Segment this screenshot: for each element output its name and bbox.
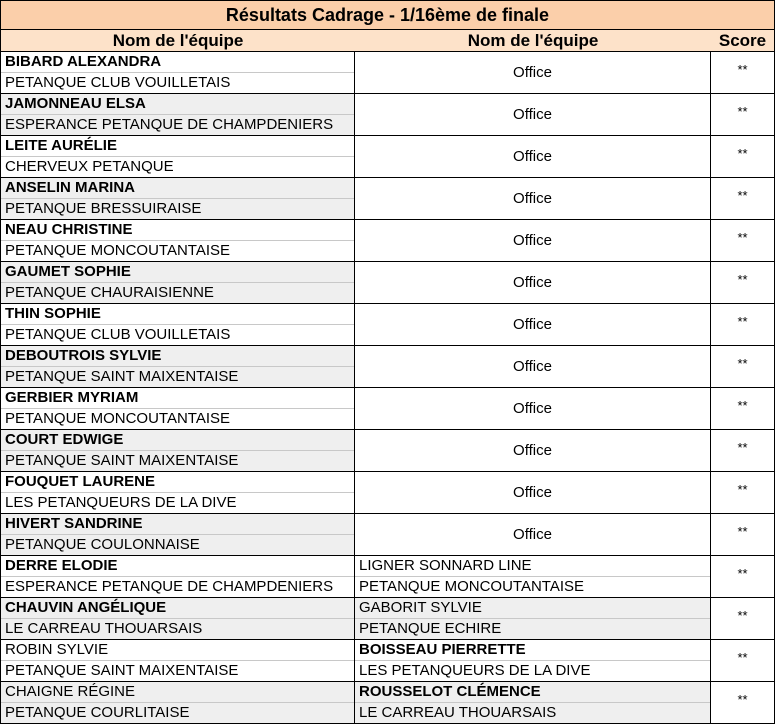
match-row: [0, 94, 775, 136]
team1-cell: [0, 304, 355, 345]
team1-cell: [0, 94, 355, 135]
header-team1: Nom de l'équipe: [0, 30, 355, 52]
match-row: [0, 430, 775, 472]
team2-cell: [355, 304, 711, 345]
score-cell: **: [711, 430, 775, 471]
match-row: [0, 262, 775, 304]
score-cell: **: [711, 388, 775, 429]
team1-player-name: NEAU CHRISTINE: [1, 220, 354, 241]
team1-club-name: PETANQUE BRESSUIRAISE: [5, 200, 202, 217]
team1-player-name: DERRE ELODIE: [1, 556, 354, 577]
team2-cell: [355, 136, 711, 177]
team1-player-name: CHAUVIN ANGÉLIQUE: [1, 598, 354, 619]
team1-cell: [0, 472, 355, 513]
team2-cell: [355, 682, 711, 723]
team1-player-name: JAMONNEAU ELSA: [1, 94, 354, 115]
team1-club-name: PETANQUE COULONNAISE: [5, 536, 200, 553]
team1-cell: [0, 262, 355, 303]
team2-cell: [355, 178, 711, 219]
team2-office: Office: [355, 94, 710, 135]
score-cell: **: [711, 598, 775, 639]
team1-player-name: HIVERT SANDRINE: [1, 514, 354, 535]
match-row: [0, 514, 775, 556]
team2-cell: [355, 514, 711, 555]
team1-club-name: LE CARREAU THOUARSAIS: [5, 620, 203, 637]
score-cell: **: [711, 640, 775, 681]
team1-club-name: PETANQUE MONCOUTANTAISE: [5, 410, 231, 427]
team1-cell: [0, 52, 355, 93]
team2-office: Office: [355, 430, 710, 471]
team1-club-name: PETANQUE MONCOUTANTAISE: [5, 242, 231, 259]
team1-club-name: PETANQUE CLUB VOUILLETAIS: [5, 74, 231, 91]
team2-office: Office: [355, 220, 710, 261]
score-cell: **: [711, 682, 775, 723]
score-cell: **: [711, 94, 775, 135]
team1-club-name: PETANQUE SAINT MAIXENTAISE: [5, 452, 239, 469]
team1-player-name: CHAIGNE RÉGINE: [1, 682, 354, 703]
team2-player-name: ROUSSELOT CLÉMENCE: [355, 682, 710, 703]
team2-club-name: LES PETANQUEURS DE LA DIVE: [359, 662, 591, 679]
team1-player-name: BIBARD ALEXANDRA: [1, 52, 354, 73]
team1-cell: [0, 220, 355, 261]
team2-cell: [355, 556, 711, 597]
team1-cell: [0, 346, 355, 387]
team1-player-name: THIN SOPHIE: [1, 304, 354, 325]
match-row: [0, 178, 775, 220]
score-cell: **: [711, 220, 775, 261]
team2-club-name: LE CARREAU THOUARSAIS: [359, 704, 557, 721]
team2-cell: [355, 52, 711, 93]
score-cell: **: [711, 472, 775, 513]
team2-cell: [355, 262, 711, 303]
team1-club-name: PETANQUE CHAURAISIENNE: [5, 284, 214, 301]
team2-office: Office: [355, 346, 710, 387]
team2-cell: [355, 472, 711, 513]
team2-office: Office: [355, 304, 710, 345]
team1-club-name: CHERVEUX PETANQUE: [5, 158, 174, 175]
score-cell: **: [711, 178, 775, 219]
header-score: Score: [711, 30, 775, 52]
team2-office: Office: [355, 178, 710, 219]
results-table: [0, 52, 775, 724]
match-row: [0, 346, 775, 388]
team1-club-name: PETANQUE COURLITAISE: [5, 704, 190, 721]
team1-player-name: ANSELIN MARINA: [1, 178, 354, 199]
team1-cell: [0, 682, 355, 723]
team1-cell: [0, 430, 355, 471]
match-row: [0, 598, 775, 640]
team2-club-name: PETANQUE ECHIRE: [359, 620, 502, 637]
match-row: [0, 640, 775, 682]
team1-cell: [0, 136, 355, 177]
team2-club-name: PETANQUE MONCOUTANTAISE: [359, 578, 585, 595]
team1-cell: [0, 556, 355, 597]
team2-player-name: BOISSEAU PIERRETTE: [355, 640, 710, 661]
team2-player-name: GABORIT SYLVIE: [355, 598, 710, 619]
team1-club-name: PETANQUE CLUB VOUILLETAIS: [5, 326, 231, 343]
team1-cell: [0, 514, 355, 555]
team1-club-name: PETANQUE SAINT MAIXENTAISE: [5, 368, 239, 385]
team2-cell: [355, 640, 711, 681]
match-row: [0, 388, 775, 430]
team2-cell: [355, 598, 711, 639]
match-row: [0, 136, 775, 178]
match-row: [0, 52, 775, 94]
score-cell: **: [711, 262, 775, 303]
score-cell: **: [711, 346, 775, 387]
match-row: [0, 220, 775, 262]
team1-player-name: FOUQUET LAURENE: [1, 472, 354, 493]
score-cell: **: [711, 52, 775, 93]
match-row: [0, 556, 775, 598]
team2-office: Office: [355, 262, 710, 303]
score-cell: **: [711, 514, 775, 555]
team1-player-name: DEBOUTROIS SYLVIE: [1, 346, 354, 367]
team1-club-name: ESPERANCE PETANQUE DE CHAMPDENIERS: [5, 578, 334, 595]
team2-office: Office: [355, 388, 710, 429]
team2-cell: [355, 220, 711, 261]
team1-player-name: GAUMET SOPHIE: [1, 262, 354, 283]
team1-club-name: ESPERANCE PETANQUE DE CHAMPDENIERS: [5, 116, 334, 133]
score-cell: **: [711, 304, 775, 345]
team1-club-name: LES PETANQUEURS DE LA DIVE: [5, 494, 237, 511]
team2-cell: [355, 430, 711, 471]
header-team2: Nom de l'équipe: [355, 30, 711, 52]
team2-office: Office: [355, 52, 710, 93]
team2-player-name: LIGNER SONNARD LINE: [355, 556, 710, 577]
team1-cell: [0, 640, 355, 681]
sheet-title: Résultats Cadrage - 1/16ème de finale: [0, 0, 775, 30]
team1-cell: [0, 178, 355, 219]
team1-player-name: LEITE AURÉLIE: [1, 136, 354, 157]
match-row: [0, 682, 775, 724]
team1-cell: [0, 388, 355, 429]
team1-player-name: COURT EDWIGE: [1, 430, 354, 451]
match-row: [0, 304, 775, 346]
team2-office: Office: [355, 136, 710, 177]
team2-office: Office: [355, 514, 710, 555]
score-cell: **: [711, 556, 775, 597]
match-row: [0, 472, 775, 514]
team1-cell: [0, 598, 355, 639]
team2-cell: [355, 388, 711, 429]
score-cell: **: [711, 136, 775, 177]
team2-office: Office: [355, 472, 710, 513]
team2-cell: [355, 94, 711, 135]
team1-player-name: GERBIER MYRIAM: [1, 388, 354, 409]
team1-club-name: PETANQUE SAINT MAIXENTAISE: [5, 662, 239, 679]
team1-player-name: ROBIN SYLVIE: [1, 640, 354, 661]
team2-cell: [355, 346, 711, 387]
